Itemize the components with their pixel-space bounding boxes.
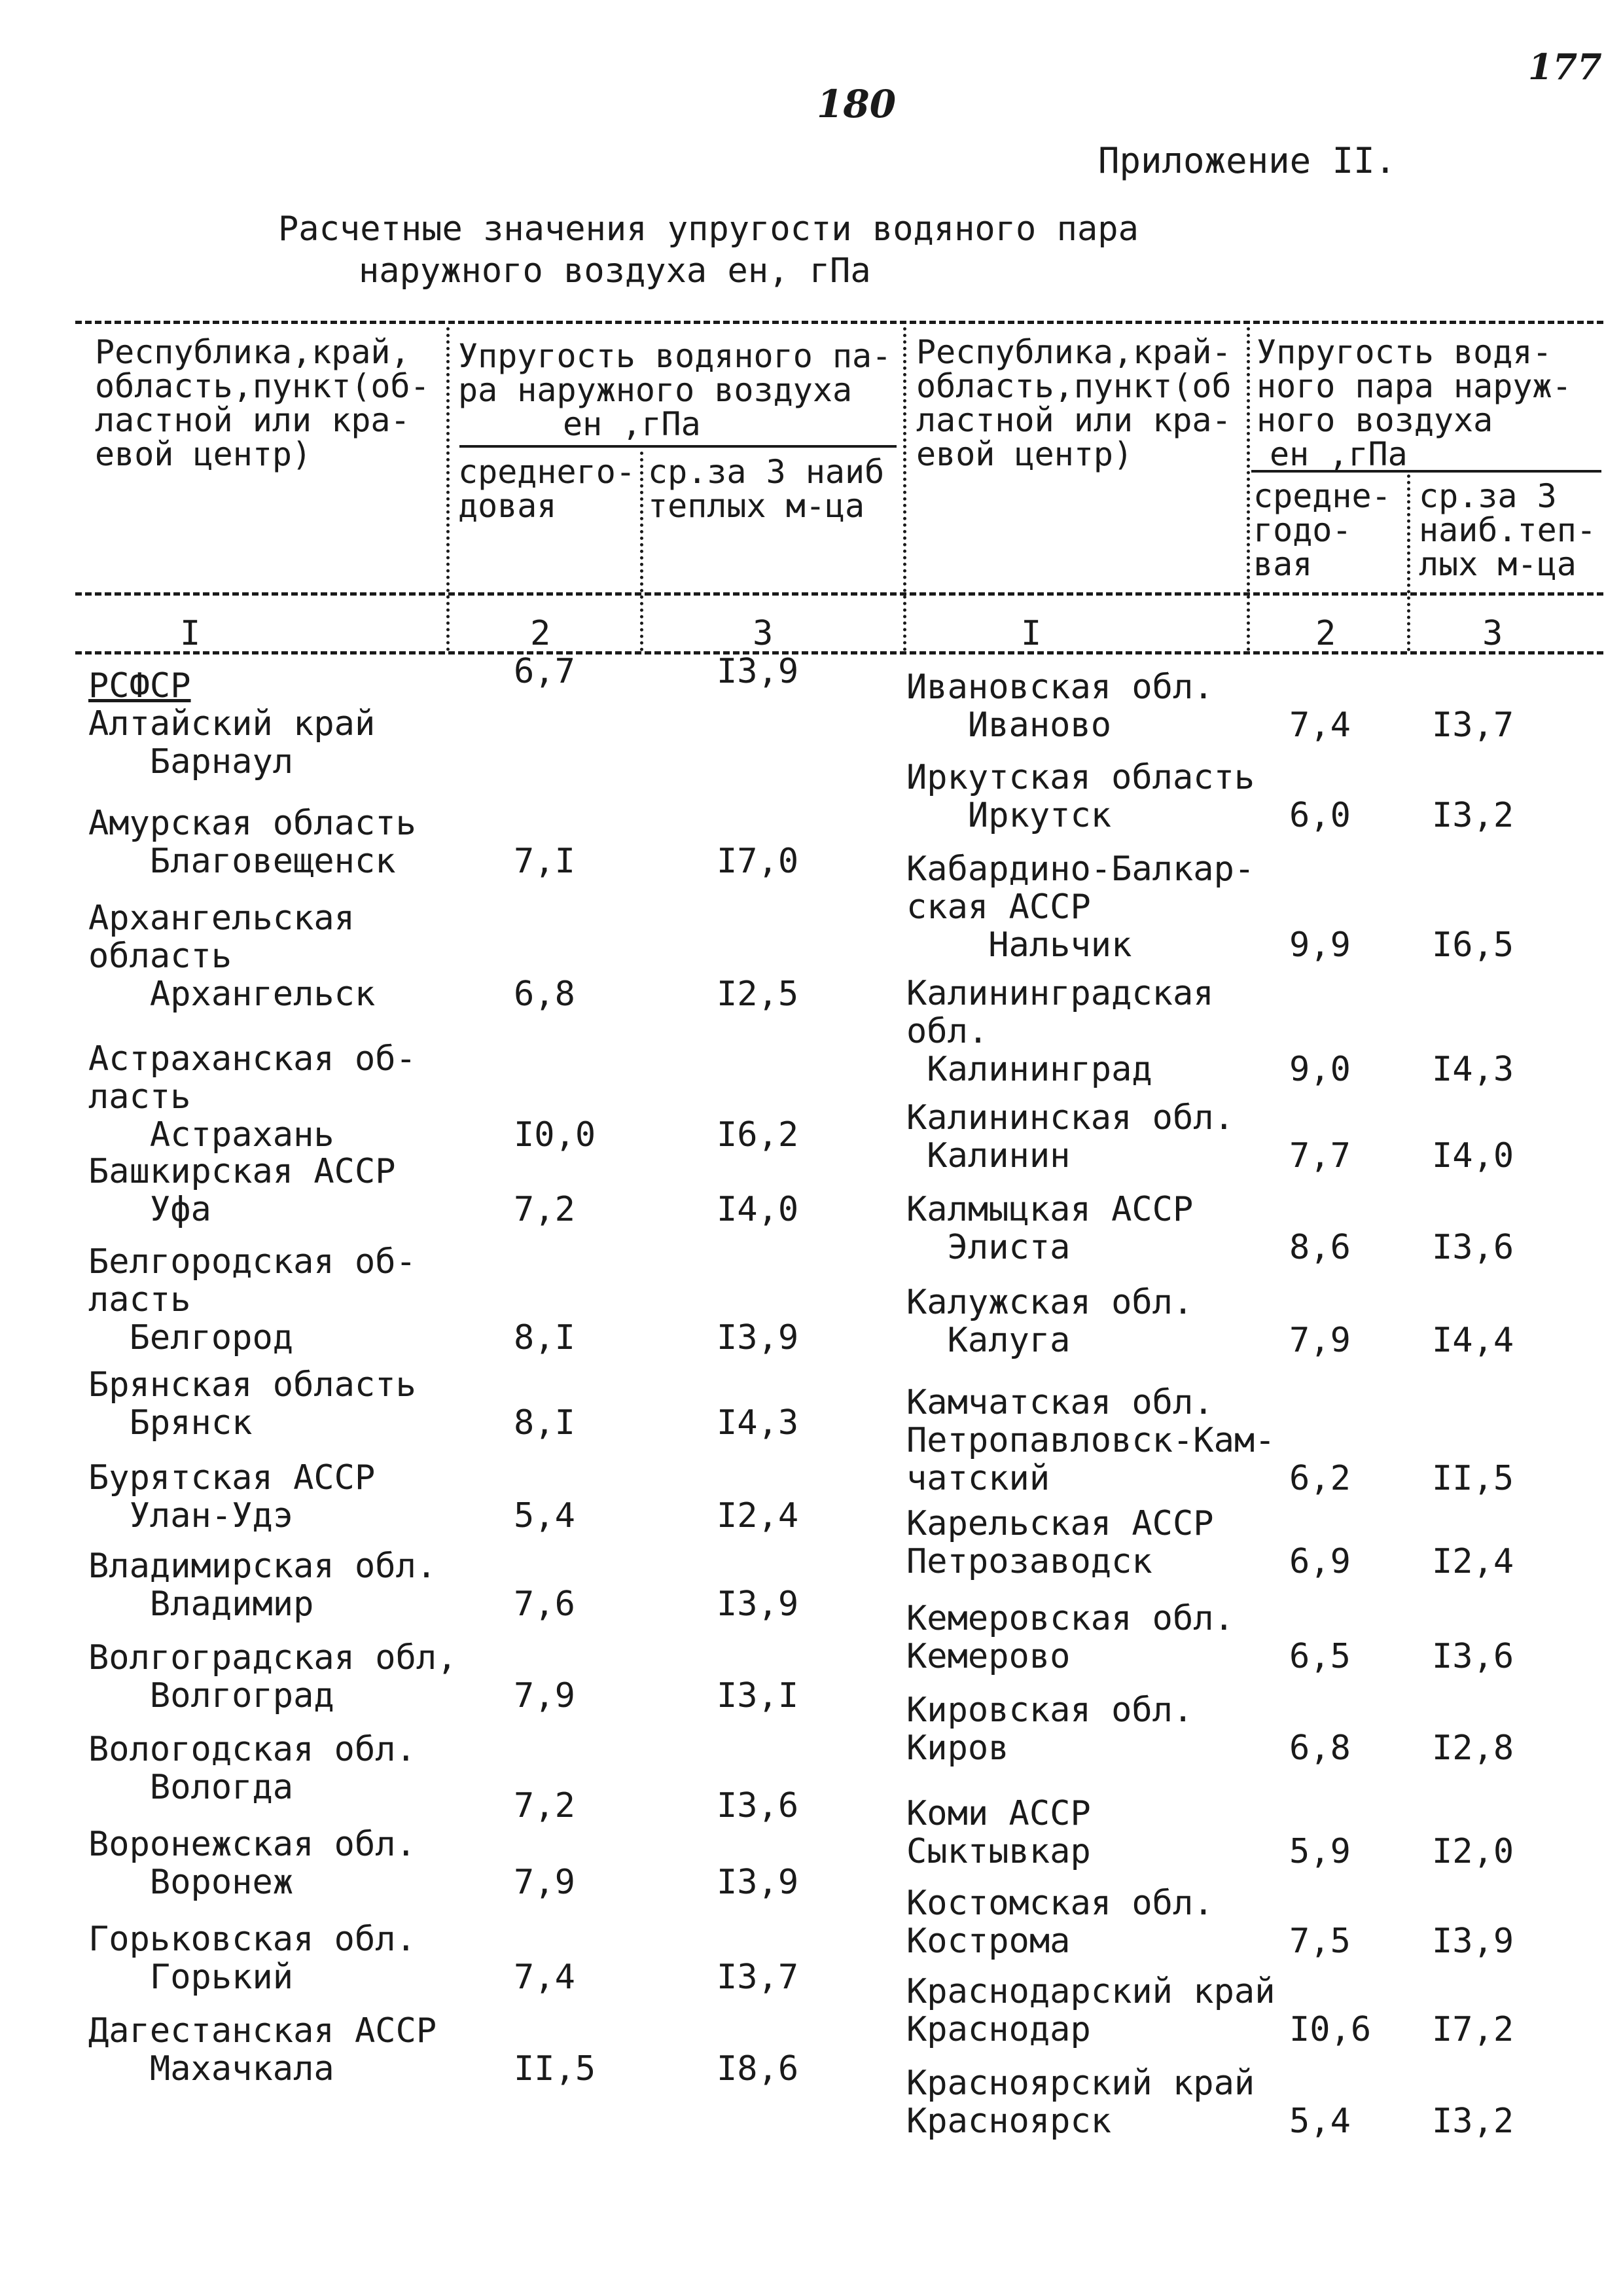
corner-page-number: 177 xyxy=(1528,46,1602,88)
right-row-11-warm: I2,8 xyxy=(1432,1729,1514,1768)
header-warm-left: ср.за 3 наиб теплых м-ца xyxy=(648,453,885,525)
right-row-1-annual: 7,4 xyxy=(1289,706,1351,745)
right-row-3-name-line-3: Нальчик xyxy=(906,925,1132,965)
left-row-3-name-line-2: область xyxy=(88,937,232,976)
right-row-14-name-line-2: Краснодар xyxy=(906,2010,1091,2049)
vsep-2 xyxy=(640,452,643,651)
left-row-2-name-line-1: Амурская область xyxy=(88,804,416,843)
left-row-8-name-line-2: Улан-Удэ xyxy=(88,1496,294,1535)
left-row-5-warm: I4,0 xyxy=(717,1190,799,1229)
right-row-15-name-line-2: Красноярск xyxy=(906,2102,1112,2141)
right-row-3-name-line-1: Кабардино-Балкар- xyxy=(906,850,1255,889)
header-region-left: Республика,край, область,пункт(об- ластной или кра- евой центр) xyxy=(95,333,430,473)
left-row-9-annual: 7,6 xyxy=(514,1585,575,1624)
table-title-line2: наружного воздуха eн, гПа xyxy=(359,251,871,291)
vsep-3 xyxy=(903,327,906,651)
left-row-12-name-line-1: Воронежская обл. xyxy=(88,1825,416,1864)
right-row-4-name-line-1: Калининградская xyxy=(906,974,1214,1013)
header-bottom-rule xyxy=(75,651,1603,655)
right-row-8-name-line-2: Петропавловск-Кам- xyxy=(906,1421,1275,1460)
vsep-4 xyxy=(1247,327,1250,651)
right-row-1-warm: I3,7 xyxy=(1432,706,1514,745)
left-row-2-annual: 7,I xyxy=(514,842,575,881)
header-warm-right: ср.за 3 наиб.теп- лых м-ца xyxy=(1419,477,1596,583)
right-row-7-warm: I4,4 xyxy=(1432,1321,1514,1360)
vsep-5 xyxy=(1407,475,1410,651)
left-row-6-warm: I3,9 xyxy=(717,1318,799,1357)
left-row-4-name-line-1: Астраханская об- xyxy=(88,1039,416,1079)
right-row-9-annual: 6,9 xyxy=(1289,1542,1351,1581)
right-row-15-annual: 5,4 xyxy=(1289,2102,1351,2141)
left-row-7-annual: 8,I xyxy=(514,1403,575,1443)
vsep-1 xyxy=(446,327,450,651)
left-row-10-name-line-2: Волгоград xyxy=(88,1676,334,1715)
left-row-5-name-line-1: Башкирская АССР xyxy=(88,1152,396,1191)
header-mid-rule xyxy=(75,592,1603,596)
colnum-4: I xyxy=(1021,614,1042,653)
left-row-3-annual: 6,8 xyxy=(514,975,575,1014)
right-row-10-annual: 6,5 xyxy=(1289,1637,1351,1676)
right-row-14-annual: I0,6 xyxy=(1289,2010,1372,2049)
right-row-2-name-line-2: Иркутск xyxy=(906,796,1112,835)
right-row-7-name-line-1: Калужская обл. xyxy=(906,1283,1194,1322)
right-row-12-name-line-1: Коми АССР xyxy=(906,1794,1091,1833)
left-row-5-annual: 7,2 xyxy=(514,1190,575,1229)
right-row-14-name-line-1: Краснодарский край xyxy=(906,1972,1275,2011)
left-row-11-name-line-2: Вологда xyxy=(88,1768,294,1807)
left-row-1-warm: I3,9 xyxy=(717,652,799,691)
left-row-5-name-line-2: Уфа xyxy=(88,1190,211,1229)
right-row-11-name-line-1: Кировская обл. xyxy=(906,1691,1194,1730)
colnum-6: 3 xyxy=(1482,614,1503,653)
right-row-6-name-line-1: Калмыцкая АССР xyxy=(906,1190,1194,1229)
right-row-7-name-line-2: Калуга xyxy=(906,1321,1071,1360)
left-row-9-name-line-1: Владимирская обл. xyxy=(88,1547,437,1586)
right-row-9-name-line-2: Петрозаводск xyxy=(906,1542,1152,1581)
right-row-8-warm: II,5 xyxy=(1432,1459,1514,1498)
left-row-4-name-line-3: Астрахань xyxy=(88,1115,334,1155)
left-row-13-name-line-2: Горький xyxy=(88,1958,294,1997)
right-row-2-warm: I3,2 xyxy=(1432,796,1514,835)
left-row-6-annual: 8,I xyxy=(514,1318,575,1357)
header-annual-left: среднего- довая xyxy=(458,453,635,525)
appendix-label: Приложение II. xyxy=(1098,140,1397,181)
left-row-12-annual: 7,9 xyxy=(514,1863,575,1902)
right-row-8-name-line-3: чатский xyxy=(906,1459,1050,1498)
header-pressure-right: Упругость водя- ного пара наруж- ного воздуха eн ,гПа xyxy=(1257,333,1572,473)
right-row-11-name-line-2: Киров xyxy=(906,1729,1009,1768)
table-title-line1: Расчетные значения упругости водяного пара xyxy=(278,209,1139,249)
right-row-4-name-line-3: Калининград xyxy=(906,1050,1152,1089)
right-row-14-warm: I7,2 xyxy=(1432,2010,1514,2049)
left-row-8-annual: 5,4 xyxy=(514,1496,575,1535)
right-row-10-name-line-2: Кемерово xyxy=(906,1637,1071,1676)
left-row-8-name-line-1: Бурятская АССР xyxy=(88,1458,376,1498)
page-number: 180 xyxy=(817,82,897,126)
left-row-11-warm: I3,6 xyxy=(717,1786,799,1825)
left-row-7-warm: I4,3 xyxy=(717,1403,799,1443)
right-row-2-annual: 6,0 xyxy=(1289,796,1351,835)
right-row-9-name-line-1: Карельская АССР xyxy=(906,1504,1214,1543)
left-row-12-name-line-2: Воронеж xyxy=(88,1863,294,1902)
right-row-12-warm: I2,0 xyxy=(1432,1832,1514,1871)
right-row-6-annual: 8,6 xyxy=(1289,1228,1351,1267)
left-row-12-warm: I3,9 xyxy=(717,1863,799,1902)
left-row-7-name-line-1: Брянская область xyxy=(88,1365,416,1405)
left-row-11-annual: 7,2 xyxy=(514,1786,575,1825)
right-row-15-warm: I3,2 xyxy=(1432,2102,1514,2141)
right-row-2-name-line-1: Иркутская область xyxy=(906,758,1255,797)
right-row-13-name-line-2: Кострома xyxy=(906,1922,1071,1961)
left-row-9-name-line-2: Владимир xyxy=(88,1585,314,1624)
right-row-5-name-line-1: Калининская обл. xyxy=(906,1098,1234,1138)
left-row-7-name-line-2: Брянск xyxy=(88,1403,253,1443)
left-row-4-warm: I6,2 xyxy=(717,1115,799,1155)
left-row-2-warm: I7,0 xyxy=(717,842,799,881)
left-row-13-name-line-1: Горьковская обл. xyxy=(88,1920,416,1959)
right-row-6-name-line-2: Элиста xyxy=(906,1228,1071,1267)
right-row-10-name-line-1: Кемеровская обл. xyxy=(906,1599,1234,1638)
right-row-12-name-line-2: Сыктывкар xyxy=(906,1832,1091,1871)
left-row-2-name-line-2: Благовещенск xyxy=(88,842,396,881)
header-top-rule xyxy=(75,321,1603,324)
right-row-3-warm: I6,5 xyxy=(1432,925,1514,965)
right-row-13-warm: I3,9 xyxy=(1432,1922,1514,1961)
left-row-9-warm: I3,9 xyxy=(717,1585,799,1624)
right-row-3-annual: 9,9 xyxy=(1289,925,1351,965)
right-row-4-warm: I4,3 xyxy=(1432,1050,1514,1089)
right-row-13-annual: 7,5 xyxy=(1289,1922,1351,1961)
left-row-1-annual: 6,7 xyxy=(514,652,575,691)
left-row-11-name-line-1: Вологодская обл. xyxy=(88,1730,416,1769)
left-row-10-annual: 7,9 xyxy=(514,1676,575,1715)
left-row-14-name-line-2: Махачкала xyxy=(88,2049,334,2089)
left-row-10-warm: I3,I xyxy=(717,1676,799,1715)
header-pressure-left: Упругость водяного па- ра наружного воздуха eн ,гПа xyxy=(458,337,892,443)
left-row-3-name-line-1: Архангельская xyxy=(88,899,355,938)
right-row-1-name-line-2: Иваново xyxy=(906,706,1112,745)
right-row-6-warm: I3,6 xyxy=(1432,1228,1514,1267)
left-row-6-name-line-3: Белгород xyxy=(88,1318,294,1357)
right-row-10-warm: I3,6 xyxy=(1432,1637,1514,1676)
right-row-3-name-line-2: ская АССР xyxy=(906,888,1091,927)
left-row-14-name-line-1: Дагестанская АССР xyxy=(88,2011,437,2051)
left-row-14-annual: II,5 xyxy=(514,2049,596,2089)
colnum-1: I xyxy=(180,614,201,653)
colnum-5: 2 xyxy=(1315,614,1336,653)
right-row-1-name-line-1: Ивановская обл. xyxy=(906,668,1214,707)
right-row-8-annual: 6,2 xyxy=(1289,1459,1351,1498)
left-row-10-name-line-1: Волгоградская обл, xyxy=(88,1638,457,1677)
right-row-7-annual: 7,9 xyxy=(1289,1321,1351,1360)
left-row-6-name-line-2: ласть xyxy=(88,1280,191,1319)
left-row-8-warm: I2,4 xyxy=(717,1496,799,1535)
right-row-11-annual: 6,8 xyxy=(1289,1729,1351,1768)
right-row-9-warm: I2,4 xyxy=(1432,1542,1514,1581)
right-row-5-name-line-2: Калинин xyxy=(906,1136,1071,1175)
colnum-2: 2 xyxy=(530,614,551,653)
left-row-4-annual: I0,0 xyxy=(514,1115,596,1155)
right-row-4-name-line-2: обл. xyxy=(906,1012,989,1051)
header-annual-right: средне- годо- вая xyxy=(1253,477,1391,583)
left-row-6-name-line-1: Белгородская об- xyxy=(88,1242,416,1282)
right-row-15-name-line-1: Красноярский край xyxy=(906,2064,1255,2103)
colnum-3: 3 xyxy=(753,614,774,653)
right-row-4-annual: 9,0 xyxy=(1289,1050,1351,1089)
left-row-14-warm: I8,6 xyxy=(717,2049,799,2089)
right-row-5-annual: 7,7 xyxy=(1289,1136,1351,1175)
left-row-1-name-line-2: Алтайский край xyxy=(88,704,376,744)
right-row-5-warm: I4,0 xyxy=(1432,1136,1514,1175)
left-row-13-annual: 7,4 xyxy=(514,1958,575,1997)
left-row-1-name-line-3: Барнаул xyxy=(88,742,294,781)
header-sub-rule-left xyxy=(459,445,897,448)
left-row-1-name-line-1: РСФСР xyxy=(88,666,191,706)
left-row-4-name-line-2: ласть xyxy=(88,1077,191,1117)
left-row-3-name-line-3: Архангельск xyxy=(88,975,376,1014)
right-row-13-name-line-1: Костомская обл. xyxy=(906,1884,1214,1923)
left-row-13-warm: I3,7 xyxy=(717,1958,799,1997)
left-row-3-warm: I2,5 xyxy=(717,975,799,1014)
header-region-right: Республика,край- область,пункт(об ластной или кра- евой центр) xyxy=(916,333,1232,473)
right-row-12-annual: 5,9 xyxy=(1289,1832,1351,1871)
right-row-8-name-line-1: Камчатская обл. xyxy=(906,1383,1214,1422)
